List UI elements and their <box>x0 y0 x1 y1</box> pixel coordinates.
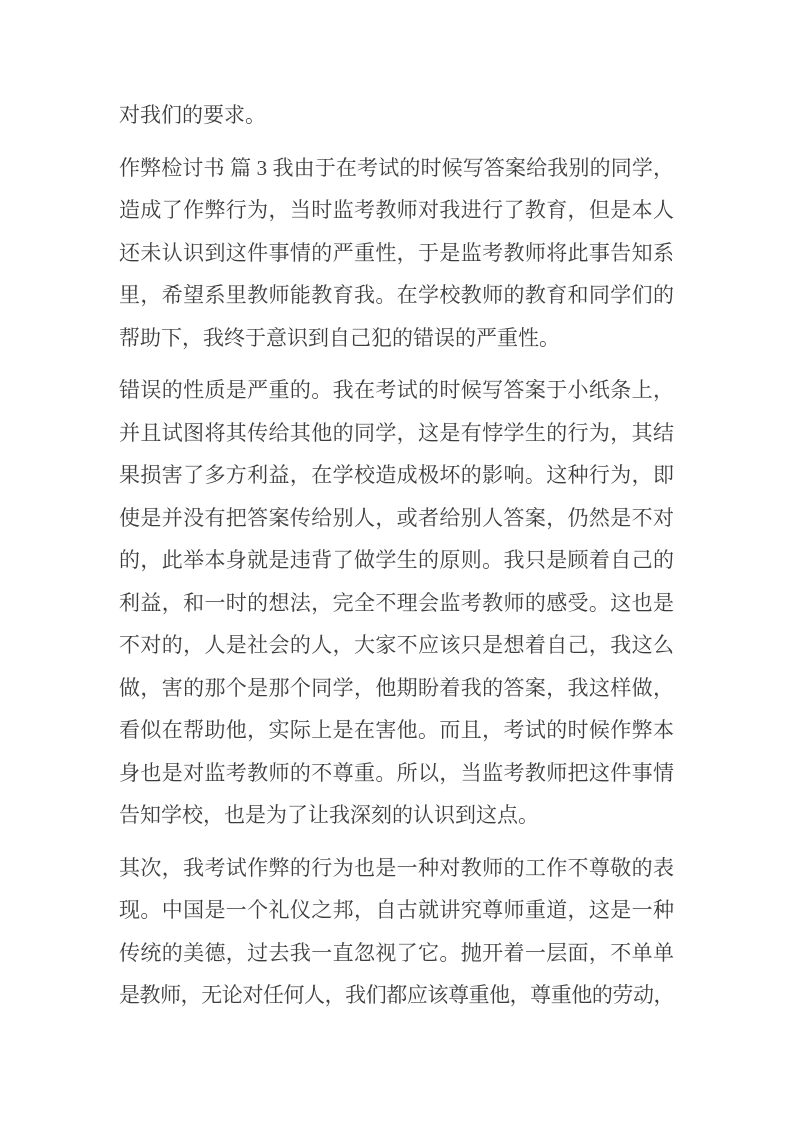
text-line: 告知学校，也是为了让我深刻的认识到这点。 <box>119 803 539 827</box>
text-line: 身也是对监考教师的不尊重。所以，当监考教师把这件事情 <box>119 760 674 785</box>
text-line: 是教师，无论对任何人，我们都应该尊重他，尊重他的劳动， <box>119 983 674 1007</box>
text-line: 里，希望系里教师能教育我。在学校教师的教育和同学们的 <box>119 283 674 307</box>
paragraph <box>119 147 674 360</box>
text-line: 并且试图将其传给其他的同学，这是有悖学生的行为，其结 <box>119 420 674 445</box>
text-line: 做，害的那个是那个同学，他期盼着我的答案，我这样做， <box>119 675 674 700</box>
text-line: 的，此举本身就是违背了做学生的原则。我只是顾着自己的 <box>119 548 674 572</box>
text-line: 造成了作弊行为，当时监考教师对我进行了教育，但是本人 <box>119 198 674 222</box>
text-line: 看似在帮助他，实际上是在害他。而且，考试的时候作弊本 <box>119 718 674 742</box>
text-line: 帮助下，我终于意识到自己犯的错误的严重性。 <box>119 325 560 350</box>
text-line: 利益，和一时的想法，完全不理会监考教师的感受。这也是 <box>119 590 674 615</box>
text-line: 传统的美德，过去我一直忽视了它。抛开着一层面，不单单 <box>119 940 674 965</box>
text-line: 现。中国是一个礼仪之邦，自古就讲究尊师重道，这是一种 <box>119 898 674 922</box>
text-line: 还未认识到这件事情的严重性，于是监考教师将此事告知系 <box>119 240 674 265</box>
text-line: 作弊检讨书 篇 3 我由于在考试的时候写答案给我别的同学， <box>119 155 674 180</box>
text-line: 对我们的要求。 <box>119 103 266 127</box>
text-line: 果损害了多方利益，在学校造成极坏的影响。这种行为，即 <box>119 463 674 487</box>
text-line: 不对的，人是社会的人，大家不应该只是想着自己，我这么 <box>119 633 674 657</box>
text-line: 使是并没有把答案传给别人，或者给别人答案，仍然是不对 <box>119 505 674 530</box>
paragraph <box>119 847 674 1017</box>
paragraph <box>119 369 674 837</box>
document-content <box>119 94 674 1027</box>
text-line: 其次，我考试作弊的行为也是一种对教师的工作不尊敬的表 <box>119 855 674 880</box>
paragraph <box>119 94 674 137</box>
text-line: 错误的性质是严重的。我在考试的时候写答案于小纸条上， <box>119 378 674 402</box>
